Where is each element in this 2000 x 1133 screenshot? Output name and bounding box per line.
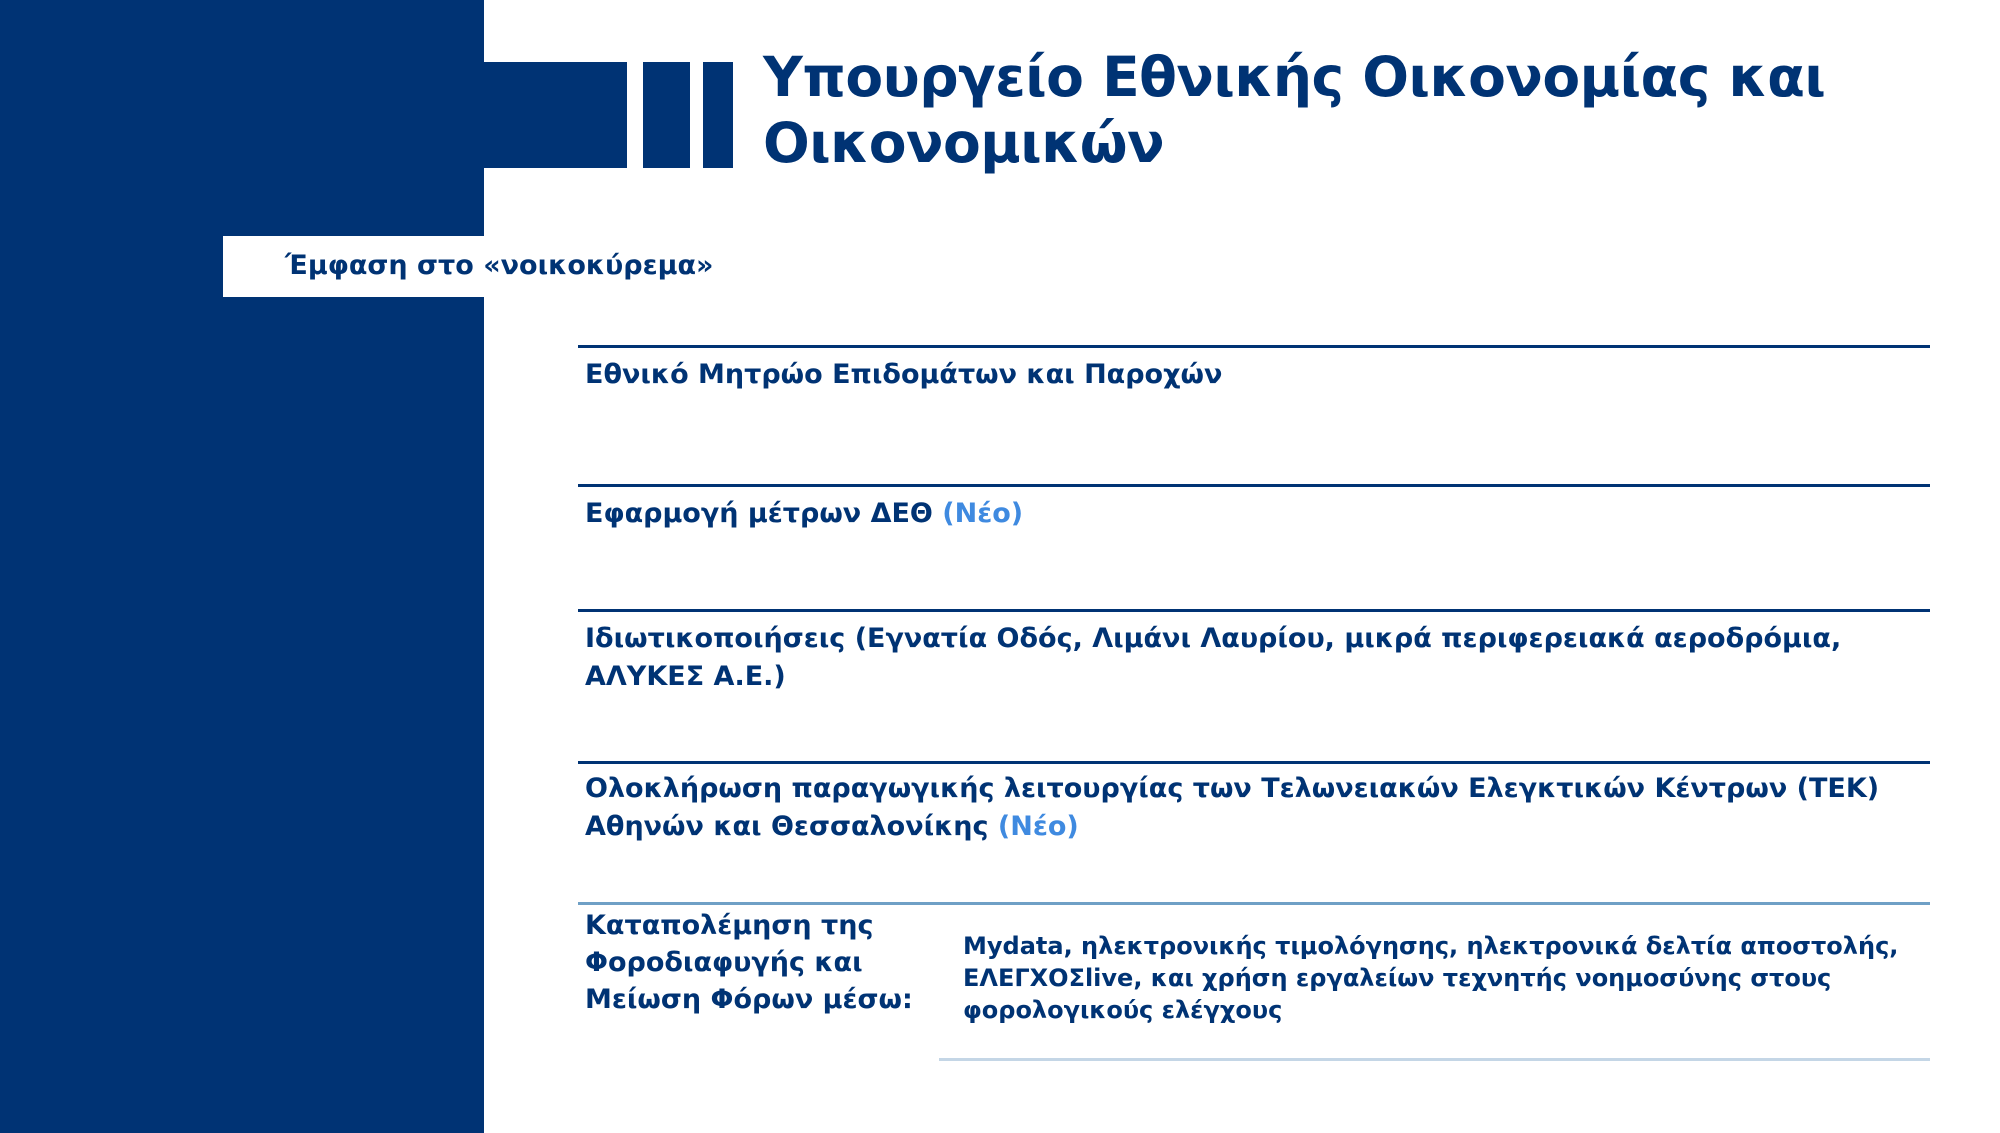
divider xyxy=(578,609,1930,612)
new-badge: (Νέο) xyxy=(997,811,1079,842)
list-item xyxy=(585,620,1925,696)
list-item xyxy=(585,495,1925,533)
divider xyxy=(578,761,1930,764)
page-title: Υπουργείο Εθνικής Οικονομίας και Οικονομικών xyxy=(763,45,1826,175)
list-item-text: Εθνικό Μητρώο Επιδομάτων και Παροχών xyxy=(585,359,1223,390)
list-item-text: Ιδιωτικοποιήσεις (Εγνατία Οδός, Λιμάνι Λαυρίου, μικρά περιφερειακά αεροδρόμια, ΑΛΥΚΕΣ Α.Ε.) xyxy=(585,623,1842,692)
divider xyxy=(578,902,1930,905)
list-item xyxy=(585,356,1925,394)
divider xyxy=(578,345,1930,348)
list-item-text: Εφαρμογή μέτρων ΔΕΘ xyxy=(585,498,933,529)
sidebar-panel xyxy=(0,0,484,1133)
header-stripe xyxy=(643,62,690,168)
list-item-text: Ολοκλήρωση παραγωγικής λειτουργίας των Τελωνειακών Ελεγκτικών Κέντρων (ΤΕΚ) Αθηνών και Θεσσαλονίκης xyxy=(585,773,1880,842)
header-stripe xyxy=(703,62,733,168)
tax-evasion-label: Καταπολέμηση της Φοροδιαφυγής και Μείωση Φόρων μέσω: xyxy=(585,910,913,1015)
section-subtitle: Έμφαση στο «νοικοκύρεμα» xyxy=(285,250,714,281)
new-badge: (Νέο) xyxy=(942,498,1024,529)
list-item xyxy=(585,770,1925,846)
header-accent-bar xyxy=(484,62,627,168)
tax-evasion-detail: Mydata, ηλεκτρονικής τιμολόγησης, ηλεκτρονικά δελτία αποστολής, ΕΛΕΓΧΟΣlive, και χρήση εργαλείων τεχνητής νοημοσύνης στους φορολογικούς ελέγχους xyxy=(963,932,1899,1024)
divider xyxy=(578,484,1930,487)
divider xyxy=(939,1058,1930,1061)
